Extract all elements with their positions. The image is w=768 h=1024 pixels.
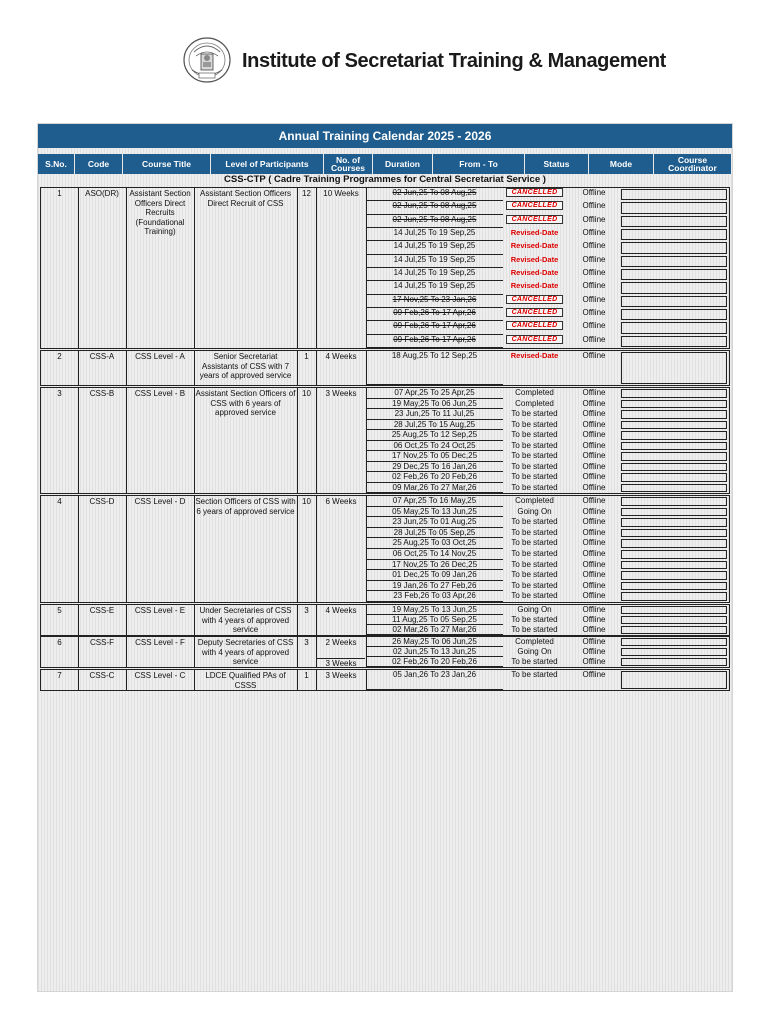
coordinator-field <box>621 571 727 580</box>
schedule-row <box>41 268 731 281</box>
calendar-title: Annual Training Calendar 2025 - 2026 <box>38 124 732 148</box>
date-range: 06 Oct,25 To 24 Oct,25 <box>366 441 503 452</box>
coordinator-field <box>621 256 727 267</box>
date-range: 02 Feb,26 To 20 Feb,26 <box>366 472 503 483</box>
schedule-row <box>41 657 731 667</box>
schedule-row <box>41 625 731 635</box>
status-label: Revised-Date <box>510 281 559 291</box>
date-range: 09 Feb,26 To 17 Apr,26 <box>366 321 503 334</box>
mode-label: Offline <box>582 419 606 429</box>
coordinator-field <box>621 452 727 461</box>
row-num-courses: 1 <box>304 352 309 361</box>
schedule-row <box>41 528 731 539</box>
mode-label: Offline <box>582 388 606 397</box>
course-group <box>40 387 730 494</box>
mode-label: Offline <box>582 268 606 277</box>
schedule-row <box>41 321 731 334</box>
date-range: 28 Jul,25 To 15 Aug,25 <box>366 420 503 431</box>
date-range: 05 May,25 To 13 Jun,25 <box>366 507 503 518</box>
coordinator-field <box>621 389 727 398</box>
schedule-row <box>41 581 731 592</box>
date-range: 07 Apr,25 To 16 May,25 <box>366 496 503 507</box>
mode-label: Offline <box>582 570 606 580</box>
row-num-courses: 12 <box>302 189 311 198</box>
status-label: To be started <box>511 451 558 460</box>
mode-label: Offline <box>582 657 606 666</box>
date-range: 23 Jun,25 To 01 Aug,25 <box>366 517 503 528</box>
coordinator-field <box>621 671 727 689</box>
status-label <box>504 321 565 334</box>
cancelled-badge: CANCELLED <box>506 295 564 304</box>
coordinator-field <box>621 626 727 634</box>
row-code: CSS-D <box>89 497 115 506</box>
mode-label: Offline <box>582 351 606 360</box>
cancelled-badge: CANCELLED <box>506 188 564 197</box>
status-label: To be started <box>511 625 558 634</box>
coordinator-field <box>621 189 727 200</box>
schedule-row <box>41 549 731 560</box>
mode-label: Offline <box>582 451 606 460</box>
schedule-row <box>41 472 731 483</box>
row-code: ASO(DR) <box>85 189 119 198</box>
coordinator-field <box>621 229 727 240</box>
status-label <box>504 295 565 308</box>
date-range: 26 May,25 To 06 Jun,25 <box>366 637 503 647</box>
status-label: Completed <box>515 496 554 505</box>
schedule-row <box>41 351 731 385</box>
coordinator-field <box>621 616 727 624</box>
schedule-row <box>41 591 731 602</box>
row-duration: 10 Weeks <box>323 189 359 198</box>
row-duration: 6 Weeks <box>325 497 357 506</box>
cancelled-badge: CANCELLED <box>506 321 564 330</box>
row-num-courses: 3 <box>304 606 309 615</box>
status-label <box>504 201 565 214</box>
course-group <box>40 604 730 636</box>
coordinator-field <box>621 309 727 320</box>
mode-label: Offline <box>582 334 606 344</box>
row-num-courses: 3 <box>304 638 309 647</box>
row-num-courses: 10 <box>302 389 311 398</box>
row-level: Assistant Section Officers Direct Recruit of CSS <box>200 189 291 208</box>
date-range: 29 Dec,25 To 16 Jan,26 <box>366 462 503 473</box>
mode-label: Offline <box>582 228 606 237</box>
status-label: To be started <box>511 409 558 418</box>
status-label: To be started <box>511 591 558 601</box>
schedule-row <box>41 420 731 431</box>
schedule-row <box>41 335 731 348</box>
page-header <box>0 30 768 94</box>
cancelled-badge: CANCELLED <box>506 308 564 317</box>
mode-label: Offline <box>582 670 606 679</box>
schedule-row <box>41 188 731 201</box>
coordinator-field <box>621 282 727 293</box>
status-label: To be started <box>511 670 558 679</box>
status-label: To be started <box>511 657 558 666</box>
row-duration: 3 Weeks <box>325 389 357 398</box>
date-range: 25 Aug,25 To 12 Sep,25 <box>366 430 503 441</box>
header-from-to: From - To <box>433 154 525 174</box>
row-sno: 3 <box>57 389 62 398</box>
schedule-row <box>41 483 731 494</box>
schedule-row <box>41 605 731 615</box>
status-label: To be started <box>511 517 558 527</box>
date-range: 09 Feb,26 To 17 Apr,26 <box>366 308 503 321</box>
row-course-title: CSS Level - F <box>135 638 185 647</box>
mode-label: Offline <box>582 496 606 505</box>
status-label <box>504 215 565 228</box>
mode-label: Offline <box>582 615 606 624</box>
date-range: 18 Aug,25 To 12 Sep,25 <box>366 351 503 385</box>
header-status: Status <box>525 154 589 174</box>
mode-label: Offline <box>582 398 606 408</box>
schedule-row <box>41 308 731 321</box>
row-level: Under Secretaries of CSS with 4 years of approved service <box>199 606 292 634</box>
status-label: Completed <box>515 398 554 408</box>
mode-label: Offline <box>582 605 606 614</box>
schedule-row <box>41 409 731 420</box>
mode-label: Offline <box>582 517 606 527</box>
status-label: To be started <box>511 430 558 439</box>
row-duration: 2 Weeks <box>325 638 357 647</box>
emblem-logo <box>182 36 232 84</box>
schedule-row <box>41 560 731 571</box>
row-sno: 1 <box>57 189 62 198</box>
row-level: Assistant Section Officers of CSS with 6 years of approved service <box>195 389 296 417</box>
coordinator-field <box>621 463 727 472</box>
schedule-row <box>41 517 731 528</box>
schedule-row <box>41 615 731 625</box>
coordinator-field <box>621 592 727 601</box>
coordinator-field <box>621 296 727 307</box>
header-mode: Mode <box>589 154 654 174</box>
date-range: 25 Aug,25 To 03 Oct,25 <box>366 538 503 549</box>
date-range: 17 Nov,25 To 23 Jan,26 <box>366 295 503 308</box>
course-group <box>40 350 730 386</box>
row-sno: 2 <box>57 352 62 361</box>
mode-label: Offline <box>582 201 606 211</box>
mode-label: Offline <box>582 254 606 264</box>
date-range: 02 Jun,25 To 08 Aug,25 <box>366 188 503 201</box>
schedule-row <box>41 215 731 228</box>
date-range: 02 Feb,26 To 20 Feb,26 <box>366 657 503 667</box>
date-range: 02 Mar,26 To 27 Mar,26 <box>366 625 503 635</box>
schedule-row <box>41 670 731 690</box>
row-num-courses: 10 <box>302 497 311 506</box>
coordinator-field <box>621 322 727 333</box>
institute-title: Institute of Secretariat Training & Management <box>242 50 666 72</box>
status-label: To be started <box>511 559 558 569</box>
schedule-row <box>41 462 731 473</box>
header-duration: Duration <box>373 154 433 174</box>
status-label: Revised-Date <box>510 268 559 277</box>
row-level: Senior Secretariat Assistants of CSS with 7 years of approved service <box>199 352 292 380</box>
coordinator-field <box>621 518 727 527</box>
coordinator-field <box>621 582 727 591</box>
row-sno: 7 <box>57 671 62 680</box>
mode-label: Offline <box>582 440 606 450</box>
coordinator-field <box>621 550 727 559</box>
date-range: 14 Jul,25 To 19 Sep,25 <box>366 255 503 268</box>
coordinator-field <box>621 442 727 451</box>
date-range: 02 Jun,25 To 08 Aug,25 <box>366 201 503 214</box>
course-group <box>40 495 730 603</box>
header-coordinator: Course Coordinator <box>654 154 732 174</box>
row-duration: 4 Weeks <box>325 606 357 615</box>
status-label: To be started <box>511 570 558 580</box>
status-label: Going On <box>517 605 552 614</box>
row-code: CSS-C <box>89 671 115 680</box>
coordinator-field <box>621 431 727 440</box>
header-num-courses: No. of Courses <box>324 154 373 174</box>
row-num-courses: 1 <box>304 671 309 680</box>
coordinator-field <box>621 648 727 656</box>
row-code: CSS-B <box>89 389 115 398</box>
date-range: 01 Dec,25 To 09 Jan,26 <box>366 570 503 581</box>
mode-label: Offline <box>582 625 606 634</box>
coordinator-field <box>621 336 727 347</box>
header-course-title: Course Title <box>123 154 211 174</box>
schedule-row <box>41 388 731 399</box>
status-label: To be started <box>511 440 558 450</box>
status-label: Completed <box>515 637 554 646</box>
coordinator-field <box>621 638 727 646</box>
mode-label: Offline <box>582 506 606 516</box>
status-label <box>504 335 565 348</box>
coordinator-field <box>621 242 727 253</box>
status-label: Going On <box>517 506 552 516</box>
mode-label: Offline <box>582 527 606 537</box>
status-label: Revised-Date <box>510 241 559 251</box>
schedule-row <box>41 241 731 254</box>
schedule-row <box>41 281 731 294</box>
status-label: Revised-Date <box>510 228 559 237</box>
row-sno: 4 <box>57 497 62 506</box>
row-course-title: CSS Level - C <box>134 671 186 680</box>
mode-label: Offline <box>582 241 606 251</box>
mode-label: Offline <box>582 549 606 558</box>
row-course-title: CSS Level - A <box>135 352 185 361</box>
coordinator-field <box>621 658 727 666</box>
schedule-row <box>41 647 731 657</box>
schedule-row <box>41 399 731 410</box>
date-range: 23 Feb,26 To 03 Apr,26 <box>366 591 503 602</box>
table-subtitle: CSS-CTP ( Cadre Training Programmes for Central Secretariat Service ) <box>224 174 546 185</box>
mode-label: Offline <box>582 409 606 418</box>
course-group <box>40 669 730 691</box>
table-header <box>38 154 732 174</box>
row-duration: 3 Weeks <box>325 671 357 680</box>
header-level: Level of Participants <box>211 154 324 174</box>
schedule-row <box>41 430 731 441</box>
mode-label: Offline <box>582 580 606 590</box>
date-range: 14 Jul,25 To 19 Sep,25 <box>366 241 503 254</box>
row-sno: 5 <box>57 606 62 615</box>
row-course-title: CSS Level - E <box>134 606 186 615</box>
date-range: 14 Jul,25 To 19 Sep,25 <box>366 268 503 281</box>
schedule-row <box>41 637 731 647</box>
date-range: 19 Jan,26 To 27 Feb,26 <box>366 581 503 592</box>
row-duration: 4 Weeks <box>325 352 357 361</box>
coordinator-field <box>621 473 727 482</box>
row-sno: 6 <box>57 638 62 647</box>
coordinator-field <box>621 216 727 227</box>
mode-label: Offline <box>582 281 606 291</box>
date-range: 23 Jun,25 To 11 Jul,25 <box>366 409 503 420</box>
row-course-title: Assistant Section Officers Direct Recruits (Foundational Training) <box>129 189 191 236</box>
cancelled-badge: CANCELLED <box>506 335 564 344</box>
schedule-row <box>41 496 731 507</box>
course-group <box>40 636 730 668</box>
coordinator-field <box>621 484 727 493</box>
schedule-row <box>41 451 731 462</box>
header-code: Code <box>75 154 123 174</box>
status-label: To be started <box>511 538 558 548</box>
coordinator-field <box>621 400 727 409</box>
status-label: To be started <box>511 549 558 558</box>
mode-label: Offline <box>582 461 606 471</box>
date-range: 14 Jul,25 To 19 Sep,25 <box>366 228 503 241</box>
schedule-row <box>41 570 731 581</box>
course-group <box>40 187 730 349</box>
mode-label: Offline <box>582 472 606 481</box>
date-range: 17 Nov,25 To 05 Dec,25 <box>366 451 503 462</box>
schedule-row <box>41 228 731 241</box>
status-label: To be started <box>511 482 558 492</box>
coordinator-field <box>621 508 727 517</box>
date-range: 09 Feb,26 To 17 Apr,26 <box>366 335 503 348</box>
status-label: To be started <box>511 472 558 481</box>
coordinator-field <box>621 561 727 570</box>
date-range: 07 Apr,25 To 25 Apr,25 <box>366 388 503 399</box>
date-range: 14 Jul,25 To 19 Sep,25 <box>366 281 503 294</box>
date-range: 17 Nov,25 To 26 Dec,25 <box>366 560 503 571</box>
status-label: Completed <box>515 388 554 397</box>
cancelled-badge: CANCELLED <box>506 201 564 210</box>
row-course-title: CSS Level - D <box>134 497 186 506</box>
date-range: 06 Oct,25 To 14 Nov,25 <box>366 549 503 560</box>
mode-label: Offline <box>582 294 606 304</box>
row-level: LDCE Qualified PAs of CSSS <box>205 671 286 690</box>
coordinator-field <box>621 421 727 430</box>
schedule-row <box>41 441 731 452</box>
mode-label: Offline <box>582 308 606 317</box>
row-duration-alt: 3 Weeks <box>317 658 365 669</box>
status-label <box>504 188 565 201</box>
row-level: Section Officers of CSS with 6 years of approved service <box>195 497 296 516</box>
status-label: To be started <box>511 527 558 537</box>
row-course-title: CSS Level - B <box>134 389 186 398</box>
coordinator-field <box>621 352 727 384</box>
row-code: CSS-A <box>89 352 115 361</box>
mode-label: Offline <box>582 430 606 439</box>
schedule-row <box>41 255 731 268</box>
date-range: 02 Jun,25 To 13 Jun,25 <box>366 647 503 657</box>
schedule-row <box>41 201 731 214</box>
schedule-row <box>41 507 731 518</box>
status-label: To be started <box>511 461 558 471</box>
mode-label: Offline <box>582 637 606 646</box>
coordinator-field <box>621 539 727 548</box>
row-code: CSS-E <box>89 606 115 615</box>
date-range: 09 Mar,26 To 27 Mar,26 <box>366 483 503 494</box>
schedule-row <box>41 538 731 549</box>
status-label: Revised-Date <box>510 351 559 360</box>
status-label: Going On <box>517 647 552 656</box>
cancelled-badge: CANCELLED <box>506 215 564 224</box>
mode-label: Offline <box>582 188 606 197</box>
mode-label: Offline <box>582 321 606 331</box>
date-range: 28 Jul,25 To 05 Sep,25 <box>366 528 503 539</box>
coordinator-field <box>621 410 727 419</box>
status-label: To be started <box>511 419 558 429</box>
mode-label: Offline <box>582 538 606 548</box>
date-range: 11 Aug,25 To 05 Sep,25 <box>366 615 503 625</box>
coordinator-field <box>621 202 727 213</box>
mode-label: Offline <box>582 214 606 224</box>
schedule-row <box>41 295 731 308</box>
date-range: 19 May,25 To 13 Jun,25 <box>366 605 503 615</box>
status-label: To be started <box>511 580 558 590</box>
mode-label: Offline <box>582 482 606 492</box>
status-label: Revised-Date <box>510 254 559 264</box>
date-range: 05 Jan,26 To 23 Jan,26 <box>366 670 503 690</box>
coordinator-field <box>621 269 727 280</box>
mode-label: Offline <box>582 559 606 569</box>
row-code: CSS-F <box>90 638 114 647</box>
coordinator-field <box>621 497 727 506</box>
status-label: To be started <box>511 615 558 624</box>
calendar-sheet <box>37 123 733 992</box>
coordinator-field <box>621 606 727 614</box>
date-range: 02 Jun,25 To 08 Aug,25 <box>366 215 503 228</box>
coordinator-field <box>621 529 727 538</box>
header-sno: S.No. <box>38 154 75 174</box>
status-label <box>504 308 565 321</box>
row-level: Deputy Secretaries of CSS with 4 years of approved service <box>197 638 294 666</box>
mode-label: Offline <box>582 591 606 601</box>
date-range: 19 May,25 To 06 Jun,25 <box>366 399 503 410</box>
mode-label: Offline <box>582 647 606 656</box>
